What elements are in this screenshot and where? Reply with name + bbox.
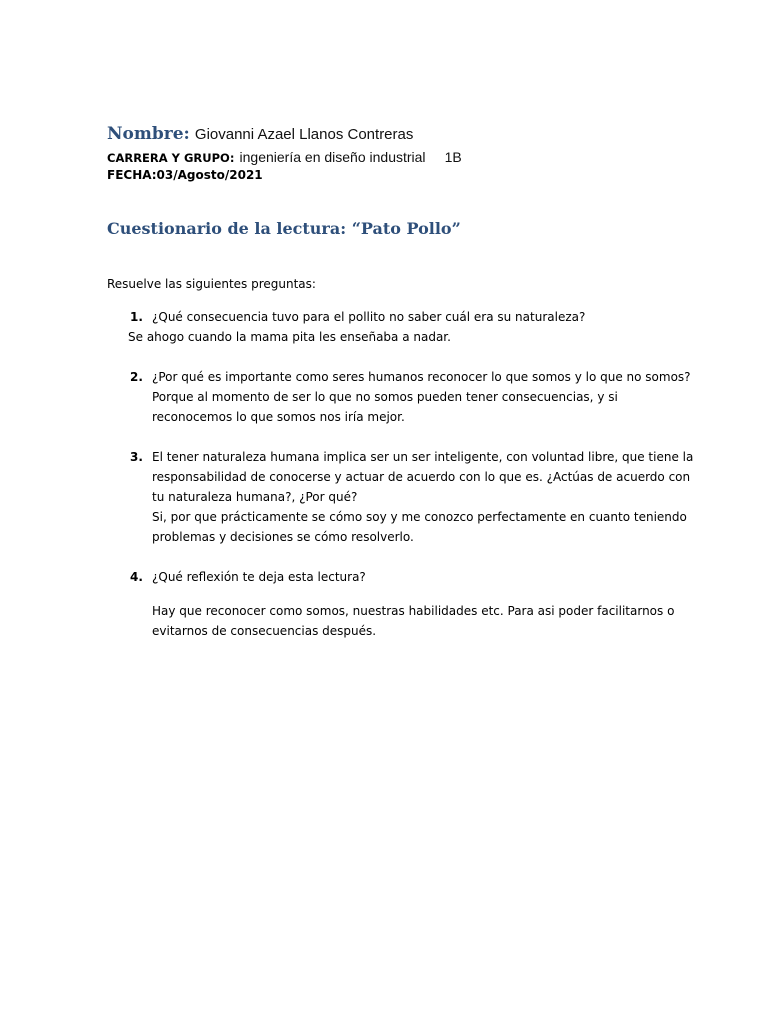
question-number: 2.	[130, 370, 143, 384]
nombre-row	[107, 124, 413, 144]
carrera-row	[107, 147, 462, 166]
grupo-value: 1B	[444, 149, 462, 165]
page-title: Cuestionario de la lectura: “Pato Pollo”	[107, 219, 461, 238]
question-number: 4.	[130, 570, 143, 584]
answer-text: problemas y decisiones se cómo resolverlo.	[152, 530, 414, 544]
intro-text: Resuelve las siguientes preguntas:	[107, 277, 316, 291]
answer-text: reconocemos lo que somos nos iría mejor.	[152, 410, 405, 424]
answer-text: Porque al momento de ser lo que no somos pueden tener consecuencias, y si	[152, 390, 618, 404]
question-number: 3.	[130, 450, 143, 464]
question-text: ¿Qué consecuencia tuvo para el pollito no saber cuál era su naturaleza?	[152, 310, 586, 324]
question-text: responsabilidad de conocerse y actuar de acuerdo con lo que es. ¿Actúas de acuerdo con	[152, 470, 691, 484]
question-text: tu naturaleza humana?, ¿Por qué?	[152, 490, 358, 504]
answer-text: Hay que reconocer como somos, nuestras habilidades etc. Para asi poder facilitarnos o	[152, 604, 675, 618]
question-text: El tener naturaleza humana implica ser un ser inteligente, con voluntad libre, que tiene la	[152, 450, 694, 464]
nombre-value: Giovanni Azael Llanos Contreras	[194, 126, 414, 143]
carrera-value: ingeniería en diseño industrial	[239, 149, 426, 165]
answer-text: Si, por que prácticamente se cómo soy y me conozco perfectamente en cuanto teniendo	[152, 510, 687, 524]
question-text: ¿Por qué es importante como seres humanos reconocer lo que somos y lo que no somos?	[152, 370, 691, 384]
question-number: 1.	[130, 310, 143, 324]
nombre-label: Nombre:	[107, 124, 190, 144]
answer-text: evitarnos de consecuencias después.	[152, 624, 377, 638]
question-text: ¿Qué reflexión te deja esta lectura?	[152, 570, 366, 584]
carrera-label: CARRERA Y GRUPO:	[107, 151, 235, 165]
answer-text: Se ahogo cuando la mama pita les enseñaba a nadar.	[128, 330, 451, 344]
fecha-line: FECHA:03/Agosto/2021	[107, 168, 263, 182]
